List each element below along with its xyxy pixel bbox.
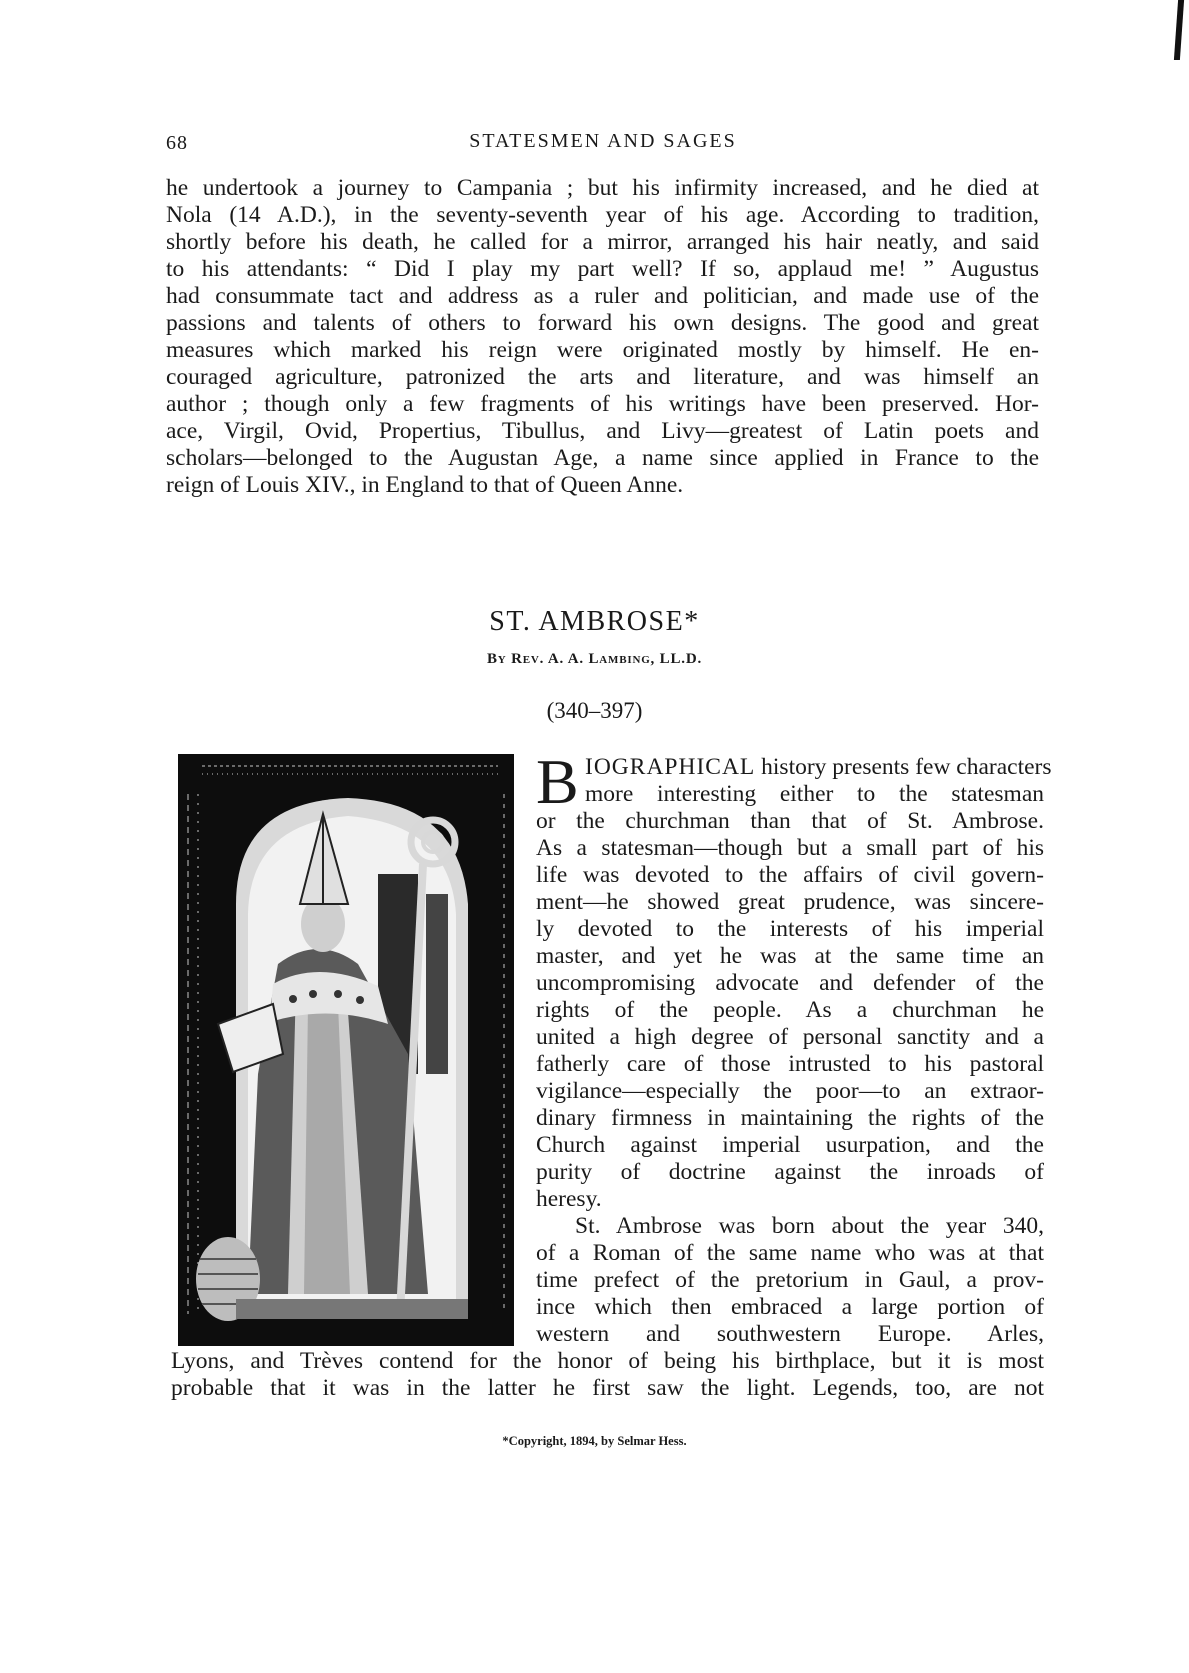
column-line: western and southwestern Europe. Arles, <box>536 1321 1044 1347</box>
intro-line: scholars—belonged to the Augustan Age, a name since applied in France to the <box>166 445 1039 471</box>
column-line: fatherly care of those intrusted to his pastoral <box>536 1051 1044 1077</box>
full-line: probable that it was in the latter he first saw the light. Legends, too, are not <box>171 1375 1044 1401</box>
column-line: heresy. <box>536 1186 602 1212</box>
intro-line: couraged agriculture, patronized the arts and literature, and was himself an <box>166 364 1039 390</box>
column-line: united a high degree of personal sanctity and a <box>536 1024 1044 1050</box>
first-word-smallcaps: IOGRAPHICAL <box>585 754 756 780</box>
column-line: master, and yet he was at the same time an <box>536 943 1044 969</box>
column-line: vigilance—especially the poor—to an extraor- <box>536 1078 1044 1104</box>
column-line: purity of doctrine against the inroads of <box>536 1159 1044 1185</box>
column-line: more interesting either to the statesman <box>585 781 1044 807</box>
column-line: ment—he showed great prudence, was sincere- <box>536 889 1044 915</box>
first-line-rest: history presents few characters <box>755 754 1052 780</box>
column-line: St. Ambrose was born about the year 340, <box>575 1213 1044 1239</box>
article-dates: (340–397) <box>546 698 643 723</box>
intro-line: had consummate tact and address as a ruler and politician, and made use of the <box>166 283 1039 309</box>
st-ambrose-woodcut <box>178 754 514 1346</box>
intro-line: ace, Virgil, Ovid, Propertius, Tibullus, and Livy—greatest of Latin poets and <box>166 418 1039 444</box>
column-line: rights of the people. As a churchman he <box>536 997 1044 1023</box>
copyright-footnote: *Copyright, 1894, by Selmar Hess. <box>502 1434 687 1448</box>
article-title: ST. AMBROSE* <box>489 606 700 637</box>
intro-line: shortly before his death, he called for a mirror, arranged his hair neatly, and said <box>166 229 1039 255</box>
column-line: As a statesman—though but a small part of his <box>536 835 1044 861</box>
column-line: life was devoted to the affairs of civil govern- <box>536 862 1044 888</box>
page-number: 68 <box>166 132 188 154</box>
intro-line: author ; though only a few fragments of his writings have been preserved. Hor- <box>166 391 1039 417</box>
intro-line: measures which marked his reign were originated mostly by himself. He en- <box>166 337 1039 363</box>
intro-line: to his attendants: “ Did I play my part well? If so, applaud me! ” Augustus <box>166 256 1039 282</box>
full-line: Lyons, and Trèves contend for the honor of being his birthplace, but it is most <box>171 1348 1044 1374</box>
column-line: Church against imperial usurpation, and the <box>536 1132 1044 1158</box>
column-line: uncompromising advocate and defender of the <box>536 970 1044 996</box>
column-line: ince which then embraced a large portion of <box>536 1294 1044 1320</box>
column-line: of a Roman of the same name who was at that <box>536 1240 1044 1266</box>
page-edge-mark <box>1174 0 1184 60</box>
column-line: dinary firmness in maintaining the rights of the <box>536 1105 1044 1131</box>
running-title: STATESMEN AND SAGES <box>469 130 737 152</box>
article-byline: By Rev. A. A. Lambing, LL.D. <box>486 651 702 667</box>
intro-line: Nola (14 A.D.), in the seventy-seventh year of his age. According to tradition, <box>166 202 1039 228</box>
column-line: ly devoted to the interests of his imperial <box>536 916 1044 942</box>
intro-line: he undertook a journey to Campania ; but his infirmity increased, and he died at <box>166 175 1039 201</box>
intro-line: passions and talents of others to forward his own designs. The good and great <box>166 310 1039 336</box>
drop-cap: B <box>536 746 579 817</box>
column-line: or the churchman than that of St. Ambrose. <box>536 808 1044 834</box>
running-head <box>166 130 1040 160</box>
article-first-line <box>585 753 1052 781</box>
column-line: time prefect of the pretorium in Gaul, a prov- <box>536 1267 1044 1293</box>
intro-line: reign of Louis XIV., in England to that of Queen Anne. <box>166 472 684 498</box>
